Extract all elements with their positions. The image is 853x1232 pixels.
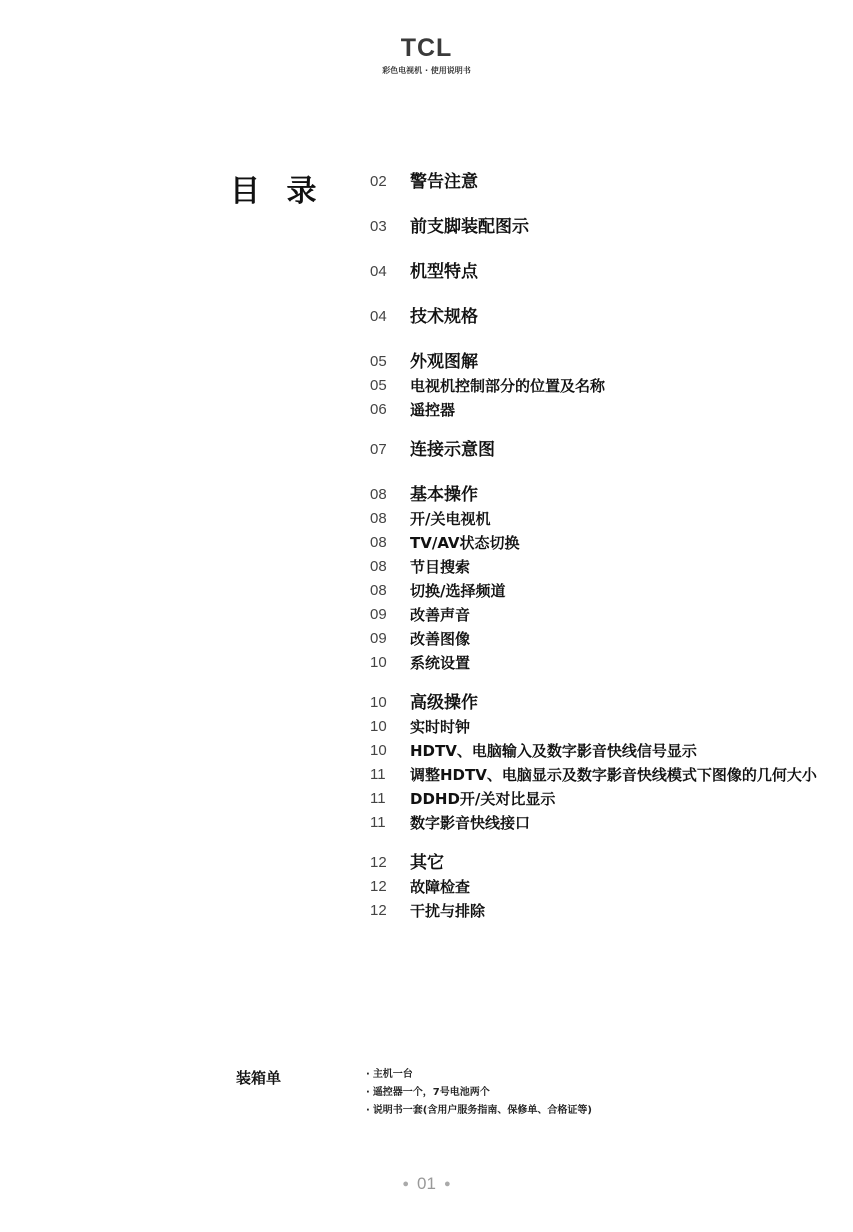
packing-item [366, 1084, 592, 1102]
toc-entry-page: 04 [370, 308, 387, 325]
toc-entry [370, 170, 830, 194]
toc-entry-title: 节目搜索 [410, 558, 471, 576]
toc-entry-title: 遥控器 [410, 401, 456, 419]
toc-entry-title: 切换/选择频道 [410, 582, 506, 600]
packing-item-bullet: · [366, 1087, 370, 1098]
toc-entry-title: 警告注意 [410, 172, 478, 192]
packing-item-text: 主机一台 [372, 1069, 413, 1080]
toc-group [370, 691, 830, 835]
toc-entry [370, 851, 830, 875]
packing-item-text: 说明书一套(含用户服务指南、保修单、合格证等) [372, 1105, 592, 1116]
toc-entry-title: 高级操作 [410, 693, 478, 713]
toc-group [370, 260, 830, 284]
toc-entry-title: DDHD开/关对比显示 [410, 790, 556, 808]
toc-entry-page: 11 [370, 790, 386, 807]
toc-entry-page: 07 [370, 441, 387, 458]
toc-entry-title: 连接示意图 [410, 440, 495, 460]
manual-subtitle: 彩色电视机 · 使用说明书 [382, 66, 471, 75]
toc-entry-page: 09 [370, 630, 387, 647]
toc-entry [370, 811, 830, 835]
toc-entry-title: HDTV、电脑输入及数字影音快线信号显示 [410, 742, 697, 760]
toc-entry-page: 12 [370, 854, 387, 871]
toc-entry-page: 05 [370, 353, 387, 370]
packing-list [366, 1066, 592, 1120]
toc-entry-title: 改善声音 [410, 606, 471, 624]
toc-entry-title: 干扰与排除 [410, 902, 486, 920]
page-number-value: 01 [417, 1174, 436, 1193]
toc-entry [370, 260, 830, 284]
toc-entry-title: 机型特点 [410, 262, 478, 282]
toc-entry-page: 10 [370, 742, 387, 759]
toc-entry [370, 438, 830, 462]
toc-entry-page: 12 [370, 878, 387, 895]
toc-entry [370, 305, 830, 329]
page-number-bullet-left: ● [402, 1178, 410, 1190]
toc-entry-page: 05 [370, 377, 387, 394]
toc-entry-title: 数字影音快线接口 [410, 814, 531, 832]
toc-entry [370, 627, 830, 651]
toc-entry-title: 电视机控制部分的位置及名称 [410, 377, 606, 395]
table-of-contents [370, 170, 830, 939]
toc-entry-page: 08 [370, 558, 387, 575]
toc-group [370, 170, 830, 194]
toc-entry [370, 603, 830, 627]
toc-entry [370, 215, 830, 239]
toc-entry-title: 系统设置 [410, 654, 471, 672]
toc-entry-title: 故障检查 [410, 878, 471, 896]
toc-entry-title: 技术规格 [410, 307, 478, 327]
toc-entry [370, 787, 830, 811]
toc-entry [370, 715, 830, 739]
toc-group [370, 438, 830, 462]
toc-entry-page: 02 [370, 173, 387, 190]
page-number-bullet-right: ● [443, 1178, 451, 1190]
toc-entry [370, 899, 830, 923]
toc-group [370, 305, 830, 329]
toc-entry [370, 507, 830, 531]
toc-entry [370, 739, 830, 763]
toc-entry [370, 691, 830, 715]
toc-entry [370, 579, 830, 603]
toc-entry-title: 前支脚装配图示 [410, 217, 529, 237]
toc-entry-page: 03 [370, 218, 387, 235]
toc-entry-page: 06 [370, 401, 387, 418]
toc-entry-page: 10 [370, 694, 387, 711]
toc-heading: 目 录 [230, 174, 325, 209]
toc-entry-page: 10 [370, 654, 387, 671]
toc-entry [370, 398, 830, 422]
toc-entry-page: 08 [370, 534, 387, 551]
toc-entry-title: 实时时钟 [410, 718, 471, 736]
toc-entry-page: 12 [370, 902, 387, 919]
tcl-logo: TCL [400, 34, 453, 62]
packing-item-text: 遥控器一个，7号电池两个 [372, 1087, 490, 1098]
toc-entry [370, 875, 830, 899]
toc-entry-title: 改善图像 [410, 630, 471, 648]
toc-entry [370, 374, 830, 398]
toc-entry-title: 其它 [410, 853, 444, 873]
page-number [0, 1174, 853, 1194]
toc-entry-title: 开/关电视机 [410, 510, 491, 528]
toc-entry-page: 08 [370, 582, 387, 599]
toc-entry-title: TV/AV状态切换 [410, 534, 520, 552]
toc-group [370, 215, 830, 239]
toc-entry-page: 11 [370, 814, 386, 831]
toc-entry-page: 04 [370, 263, 387, 280]
toc-group [370, 483, 830, 675]
toc-entry-page: 11 [370, 766, 386, 783]
toc-entry [370, 763, 830, 787]
toc-entry [370, 531, 830, 555]
toc-entry-title: 外观图解 [410, 352, 478, 372]
toc-entry [370, 483, 830, 507]
packing-item-bullet: · [366, 1069, 370, 1080]
packing-list-label: 装箱单 [236, 1069, 282, 1087]
toc-group [370, 350, 830, 422]
packing-item [366, 1102, 592, 1120]
toc-entry-page: 09 [370, 606, 387, 623]
toc-entry-page: 08 [370, 510, 387, 527]
toc-entry-page: 08 [370, 486, 387, 503]
toc-entry-page: 10 [370, 718, 387, 735]
page-header [0, 34, 853, 76]
toc-entry [370, 651, 830, 675]
toc-entry-title: 调整HDTV、电脑显示及数字影音快线模式下图像的几何大小 [410, 766, 817, 784]
toc-group [370, 851, 830, 923]
toc-entry-title: 基本操作 [410, 485, 478, 505]
toc-entry [370, 555, 830, 579]
toc-entry [370, 350, 830, 374]
packing-item [366, 1066, 592, 1084]
packing-item-bullet: · [366, 1105, 370, 1116]
